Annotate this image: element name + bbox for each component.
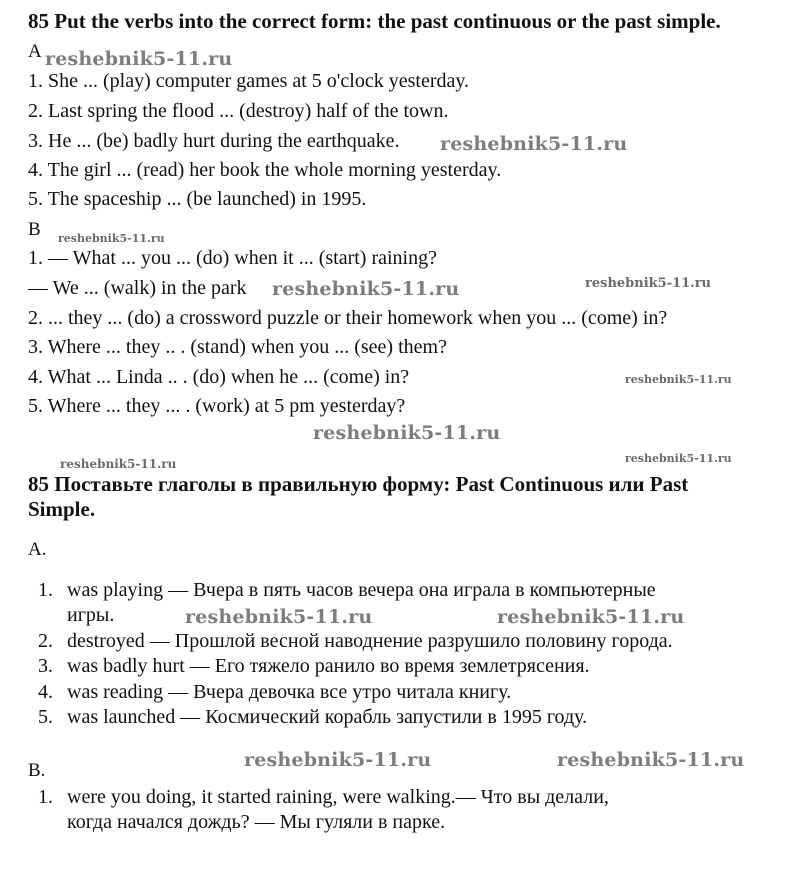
answer-b-1-text-cont: когда начался дождь? — Мы гуляли в парке.	[67, 811, 446, 833]
answer-a-5-number: 5.	[38, 706, 53, 728]
exercise-a-line-5: 5. The spaceship ... (be launched) in 1995.	[28, 188, 367, 210]
exercise-b-line-4: 4. What ... Linda .. . (do) when he ... (come) in?	[28, 366, 410, 388]
answer-a-1-text: was playing — Вчера в пять часов вечера она играла в компьютерные	[67, 579, 656, 601]
answer-section-b-label: B.	[28, 760, 46, 781]
watermark: reshebnik5-11.ru	[58, 232, 165, 245]
exercise-title-ru: 85 Поставьте глаголы в правильную форму: Past Continuous или Past	[28, 472, 689, 496]
exercise-a-line-2: 2. Last spring the flood ... (destroy) half of the town.	[28, 100, 449, 122]
exercise-b-line-3: 3. Where ... they .. . (stand) when you ... (see) them?	[28, 336, 447, 358]
answer-a-1-number: 1.	[38, 579, 53, 601]
section-a-label: A	[28, 41, 42, 62]
answer-a-5-text: was launched — Космический корабль запустили в 1995 году.	[67, 706, 588, 728]
watermark: reshebnik5-11.ru	[625, 452, 732, 465]
watermark: reshebnik5-11.ru	[440, 133, 628, 155]
answer-a-4-text: was reading — Вчера девочка все утро читала книгу.	[67, 681, 512, 703]
exercise-b-line-5: 5. Where ... they ... . (work) at 5 pm yesterday?	[28, 395, 406, 417]
watermark: reshebnik5-11.ru	[185, 606, 373, 628]
exercise-a-line-3: 3. He ... (be) badly hurt during the earthquake.	[28, 130, 400, 152]
exercise-title-ru-line2: Simple.	[28, 497, 96, 521]
section-b-label: B	[28, 219, 41, 240]
watermark: reshebnik5-11.ru	[625, 373, 732, 386]
answer-b-1-text: were you doing, it started raining, were walking.— Что вы делали,	[67, 786, 609, 808]
exercise-a-line-1: 1. She ... (play) computer games at 5 o'clock yesterday.	[28, 70, 470, 92]
answer-a-4-number: 4.	[38, 681, 53, 703]
exercise-a-line-4: 4. The girl ... (read) her book the whole morning yesterday.	[28, 159, 502, 181]
answer-a-2-text: destroyed — Прошлой весной наводнение разрушило половину города.	[67, 630, 673, 652]
watermark: reshebnik5-11.ru	[313, 422, 501, 444]
exercise-b-line-1: 1. — What ... you ... (do) when it ... (start) raining?	[28, 247, 437, 269]
exercise-title-en: 85 Put the verbs into the correct form: the past continuous or the past simple.	[28, 9, 721, 33]
watermark: reshebnik5-11.ru	[497, 606, 685, 628]
watermark: reshebnik5-11.ru	[244, 749, 432, 771]
watermark: reshebnik5-11.ru	[60, 457, 177, 471]
exercise-b-line-2: 2. ... they ... (do) a crossword puzzle or their homework when you ... (come) in?	[28, 307, 668, 329]
answer-b-1-number: 1.	[38, 786, 53, 808]
exercise-b-line-1-answer: — We ... (walk) in the park	[28, 277, 247, 299]
watermark: reshebnik5-11.ru	[272, 278, 460, 300]
answer-a-1-text-cont: игры.	[67, 604, 115, 626]
watermark: reshebnik5-11.ru	[585, 276, 712, 291]
watermark: reshebnik5-11.ru	[557, 749, 745, 771]
watermark: reshebnik5-11.ru	[45, 48, 233, 70]
answer-a-2-number: 2.	[38, 630, 53, 652]
answer-section-a-label: A.	[28, 539, 47, 560]
answer-a-3-number: 3.	[38, 655, 53, 677]
answer-a-3-text: was badly hurt — Его тяжело ранило во время землетрясения.	[67, 655, 590, 677]
